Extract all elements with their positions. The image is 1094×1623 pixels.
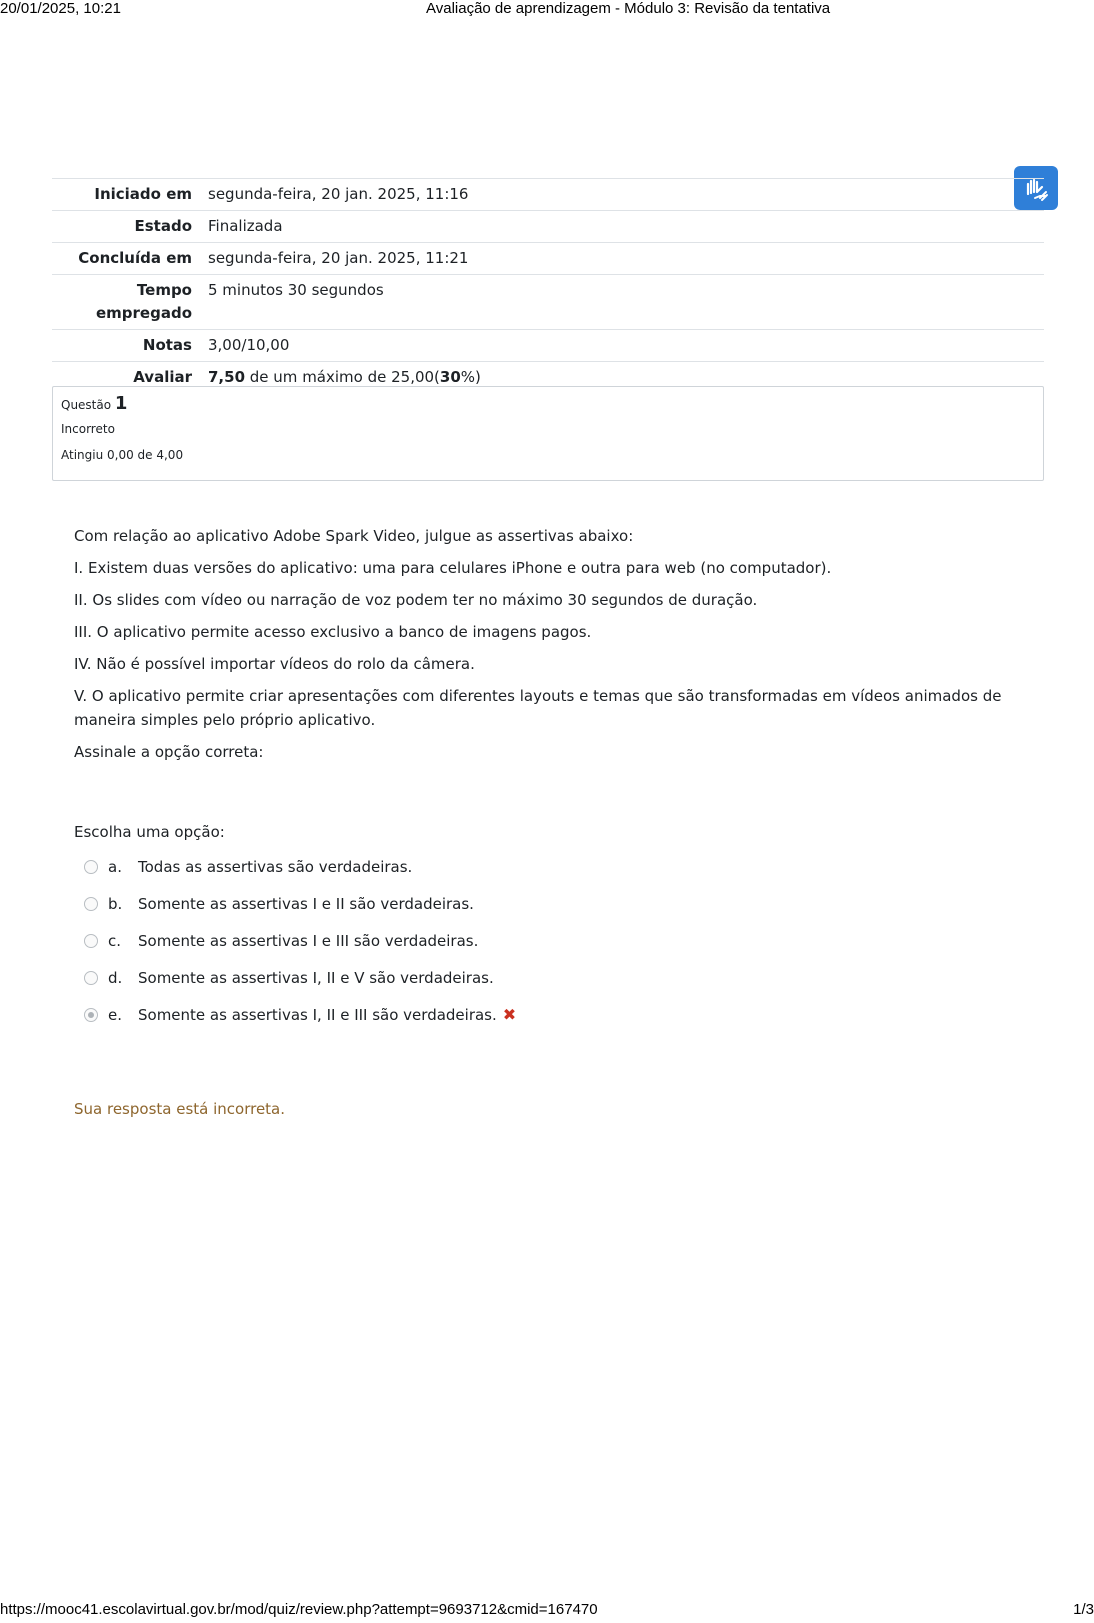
option-text: Somente as assertivas I, II e III são verdadeiras. — [138, 1005, 497, 1024]
radio-button-selected[interactable] — [84, 1008, 98, 1022]
option-text: Somente as assertivas I e II são verdadeiras. — [138, 894, 474, 913]
question-info-box — [52, 386, 1044, 481]
summary-label: Notas — [142, 336, 192, 354]
radio-button[interactable] — [84, 860, 98, 874]
question-statement: IV. Não é possível importar vídeos do rolo da câmera. — [74, 655, 475, 673]
print-datetime: 20/01/2025, 10:21 — [0, 0, 121, 17]
answer-option-c[interactable] — [74, 922, 1014, 959]
print-url: https://mooc41.escolavirtual.gov.br/mod/quiz/review.php?attempt=9693712&cmid=167470 — [0, 1601, 598, 1618]
option-text: Somente as assertivas I e III são verdadeiras. — [138, 931, 479, 950]
grade-text-end: %) — [460, 368, 481, 386]
question-mark: Atingiu 0,00 de 4,00 — [61, 448, 184, 462]
answer-prompt: Escolha uma opção: — [74, 823, 225, 841]
summary-row-completed — [52, 243, 1044, 275]
summary-label: Iniciado em — [94, 185, 192, 203]
question-intro: Com relação ao aplicativo Adobe Spark Video, julgue as assertivas abaixo: — [74, 527, 634, 545]
answer-option-e[interactable] — [74, 996, 1014, 1033]
grade-text: de um máximo de 25,00( — [245, 368, 440, 386]
option-text: Somente as assertivas I, II e V são verdadeiras. — [138, 968, 494, 987]
question-content — [74, 524, 1014, 1129]
summary-label: Avaliar — [133, 368, 192, 386]
grade-percent: 30 — [439, 368, 461, 386]
summary-value: segunda-feira, 20 jan. 2025, 11:16 — [208, 185, 469, 203]
summary-value: 5 minutos 30 segundos — [208, 281, 384, 299]
question-number — [61, 393, 1035, 414]
summary-row-marks — [52, 330, 1044, 362]
question-instruction: Assinale a opção correta: — [74, 743, 264, 761]
summary-row-time-taken — [52, 275, 1044, 330]
question-statement: II. Os slides com vídeo ou narração de voz podem ter no máximo 30 segundos de duração. — [74, 591, 758, 609]
question-statement: III. O aplicativo permite acesso exclusivo a banco de imagens pagos. — [74, 623, 592, 641]
question-statement: V. O aplicativo permite criar apresentações com diferentes layouts e temas que são transformadas em vídeos animados de maneira simples pelo próprio aplicativo. — [74, 687, 1002, 729]
question-state: Incorreto — [61, 422, 115, 436]
answer-feedback: Sua resposta está incorreta. — [74, 1100, 286, 1118]
answer-option-a[interactable] — [74, 848, 1014, 885]
radio-button[interactable] — [84, 971, 98, 985]
print-title: Avaliação de aprendizagem - Módulo 3: Revisão da tentativa — [426, 0, 831, 17]
option-letter: c. — [108, 931, 122, 950]
question-prefix: Questão — [61, 398, 112, 412]
summary-label: Concluída em — [78, 249, 192, 267]
answer-options — [74, 848, 1014, 1033]
option-letter: b. — [108, 894, 123, 913]
print-page-number: 1/3 — [1073, 1601, 1094, 1618]
answer-option-d[interactable] — [74, 959, 1014, 996]
option-letter: a. — [108, 857, 122, 876]
radio-button[interactable] — [84, 934, 98, 948]
grade-score: 7,50 — [208, 368, 246, 386]
attempt-summary-table — [52, 178, 1044, 393]
summary-label: Estado — [134, 217, 192, 235]
summary-row-started — [52, 179, 1044, 211]
summary-value: segunda-feira, 20 jan. 2025, 11:21 — [208, 249, 469, 267]
summary-value: Finalizada — [208, 217, 283, 235]
option-letter: e. — [108, 1005, 122, 1024]
summary-row-state — [52, 211, 1044, 243]
question-statement: I. Existem duas versões do aplicativo: uma para celulares iPhone e outra para web (no computador). — [74, 559, 832, 577]
cross-icon: ✖ — [502, 1004, 517, 1024]
option-text: Todas as assertivas são verdadeiras. — [138, 857, 413, 876]
print-header — [0, 0, 1094, 18]
question-number-value: 1 — [114, 393, 128, 414]
summary-label: Tempo empregado — [95, 281, 192, 322]
radio-button[interactable] — [84, 897, 98, 911]
option-letter: d. — [108, 968, 123, 987]
summary-value: 3,00/10,00 — [208, 336, 290, 354]
answer-option-b[interactable] — [74, 885, 1014, 922]
print-footer — [0, 1601, 1094, 1623]
